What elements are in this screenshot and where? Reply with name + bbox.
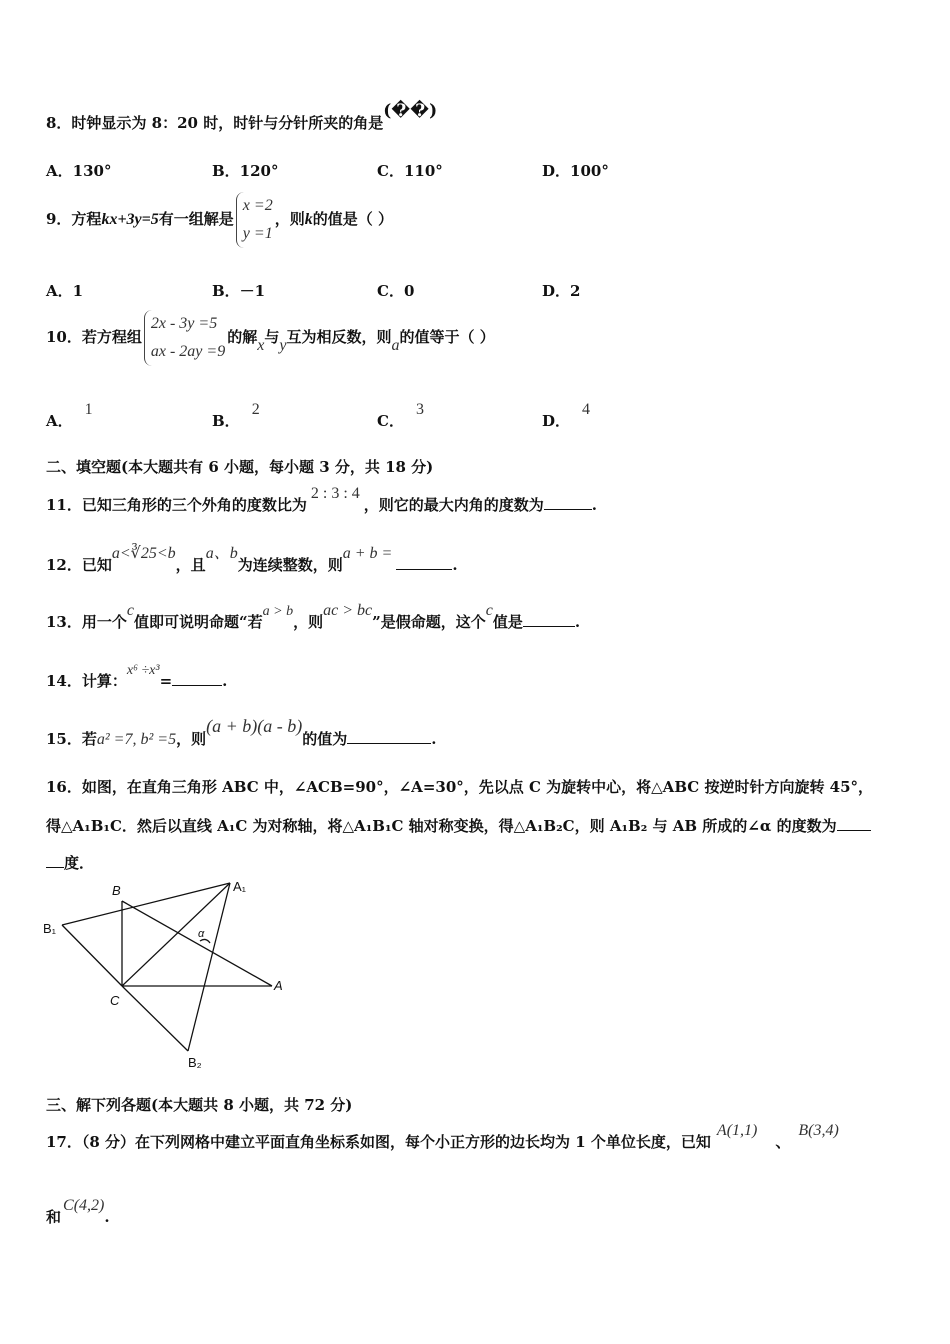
q9-equation: kx+3y=5: [101, 211, 159, 228]
q8-text: 8．时钟显示为 8：20 时，时针与分针所夹的角是: [46, 114, 384, 132]
q13-text-d: ”是假命题，这个: [372, 613, 486, 631]
q13-condition: a > b: [262, 604, 294, 619]
q9-system-row-2: y =1: [242, 225, 273, 242]
q9-text-c: ，则: [274, 210, 305, 228]
q12-text-c: 为连续整数，则: [237, 556, 343, 574]
q12-text-a: 12．已知: [46, 556, 112, 574]
q11-answer-blank[interactable]: [544, 497, 592, 510]
q16-line-3: [46, 852, 94, 873]
q15-expression: (a + b)(a - b): [206, 716, 303, 736]
q9-text-a: 9．方程: [46, 210, 102, 228]
q12-end: .: [452, 556, 458, 574]
q11-ratio: 2 : 3 : 4: [310, 485, 360, 502]
q12-text-b: ，且: [175, 556, 206, 574]
q10-option-b: [212, 401, 260, 431]
seg-A1-C: [122, 883, 230, 986]
question-17: [46, 1122, 839, 1152]
q13-conclusion: ac > bc: [323, 602, 373, 619]
q8-paren: (��): [383, 101, 438, 121]
q16-figure: [40, 875, 300, 1075]
q10-a: a: [391, 337, 400, 354]
q9-option-a: A．1: [46, 282, 84, 300]
q13-c2: c: [485, 602, 493, 619]
q8-option-c: C．110°: [377, 162, 443, 180]
q17-point-b: B(3,4): [798, 1122, 839, 1139]
q10-option-d: [542, 401, 591, 431]
q9-system: [236, 192, 273, 248]
q13-text-b: 值即可说明命题“若: [133, 613, 263, 631]
q10-option-a: [46, 401, 93, 431]
q17-point-c: C(4,2): [63, 1197, 105, 1214]
q17-text-a: 17．（8 分）在下列网格中建立平面直角坐标系如图，每个小正方形的边长均为 1 个单位长度，已知: [46, 1133, 711, 1151]
q10-text-a: 10．若方程组: [46, 328, 142, 346]
label-C: C: [110, 993, 120, 1008]
q12-answer-blank[interactable]: [396, 557, 452, 570]
question-14: [46, 663, 228, 691]
q12-ab: a、b: [205, 545, 238, 562]
seg-A1-B2: [188, 883, 230, 1051]
q16-line-2: [46, 815, 871, 836]
q16-line-3-text: 度．: [64, 854, 95, 872]
q9-text-d: 的值是（ ）: [312, 210, 393, 228]
q10-text-b: 的解: [227, 328, 258, 346]
q16-line-1: 16．如图，在直角三角形 ABC 中，∠ACB=90°，∠A=30°，先以点 C 为旋转中心，将△ABC 按逆时针方向旋转 45°，: [46, 778, 874, 796]
label-A: A: [274, 978, 283, 993]
question-11: [46, 485, 598, 515]
q10-x: x: [257, 337, 265, 354]
q10-option-d-label: D．: [542, 412, 571, 430]
q14-answer-blank[interactable]: [172, 673, 222, 686]
q9-text-b: 有一组解是: [158, 210, 234, 228]
q17-separator: 、: [775, 1133, 791, 1151]
q9-system-row-1: x =2: [242, 197, 273, 214]
q13-answer-blank[interactable]: [523, 614, 575, 627]
q9-option-c: C．0: [377, 282, 415, 300]
q10-option-c: [377, 401, 424, 431]
q10-text-d: 互为相反数，则: [286, 328, 392, 346]
question-9-stem: [46, 192, 393, 248]
label-alpha: α: [198, 928, 205, 940]
q10-option-b-label: B．: [212, 412, 240, 430]
q12-expression: a + b =: [342, 545, 393, 562]
q8-option-d: D．100°: [542, 162, 609, 180]
q17-and: 和: [46, 1208, 62, 1226]
q11-text-b: ，则它的最大内角的度数为: [363, 496, 544, 514]
q10-option-d-value: 4: [582, 401, 591, 418]
q14-expression: x⁶ ÷x³: [126, 663, 160, 678]
q10-text-c: 与: [264, 328, 280, 346]
q16-answer-blank-b[interactable]: [46, 855, 64, 868]
q12-inequality: a<∛25<b: [111, 545, 176, 562]
q16-line-2-text: 得△A₁B₁C．然后以直线 A₁C 为对称轴，将△A₁B₁C 轴对称变换，得△A₁B₂C，则 A₁B₂ 与 AB 所成的∠α 的度数为: [46, 817, 837, 835]
question-15: [46, 716, 437, 749]
q8-option-a: A．130°: [46, 162, 112, 180]
question-10-stem: [46, 310, 495, 366]
q10-option-a-label: A．: [46, 412, 73, 430]
label-A1: A₁: [233, 879, 247, 894]
q9-option-b: B．－1: [212, 282, 266, 300]
label-B1: B₁: [43, 921, 57, 936]
q15-text-b: ，则: [176, 730, 207, 748]
q10-option-b-value: 2: [251, 401, 260, 418]
q10-system: [144, 310, 225, 366]
q8-option-b: B．120°: [212, 162, 279, 180]
q13-end: .: [574, 613, 581, 631]
question-12: [46, 545, 458, 575]
q13-text-a: 13．用一个: [46, 613, 127, 631]
q10-option-c-value: 3: [415, 401, 424, 418]
q11-end: .: [591, 496, 598, 514]
q17-end: .: [104, 1208, 110, 1226]
q15-end: .: [431, 730, 437, 748]
q10-system-row-1: 2x - 3y =5: [150, 315, 218, 332]
q17-point-a: A(1,1): [716, 1122, 758, 1139]
q16-answer-blank-a[interactable]: [837, 818, 871, 831]
label-B: B: [112, 883, 121, 898]
q10-option-c-label: C．: [377, 412, 404, 430]
question-17-cont: [46, 1197, 110, 1227]
q10-system-row-2: ax - 2ay =9: [150, 343, 226, 360]
q10-y: y: [279, 337, 287, 354]
seg-B1-C: [62, 925, 122, 986]
q14-text-a: 14．计算：: [46, 672, 127, 690]
question-8-stem: [46, 101, 438, 133]
q10-option-a-value: 1: [84, 401, 93, 418]
q13-text-e: 值是: [492, 613, 523, 631]
q13-c1: c: [126, 602, 134, 619]
q15-given: a² =7, b² =5: [96, 731, 177, 748]
section-2-heading: 二、填空题(本大题共有 6 小题，每小题 3 分，共 18 分): [46, 458, 434, 476]
q13-text-c: ，则: [293, 613, 324, 631]
q9-k: k: [304, 211, 313, 228]
seg-B1-A1: [62, 883, 230, 925]
q15-text-a: 15．若: [46, 730, 97, 748]
q10-text-e: 的值等于（ ）: [399, 328, 495, 346]
question-13: [46, 602, 581, 632]
section-3-heading: 三、解下列各题(本大题共 8 小题，共 72 分): [46, 1096, 353, 1114]
q11-text-a: 11．已知三角形的三个外角的度数比为: [46, 496, 307, 514]
q15-text-c: 的值为: [302, 730, 348, 748]
q14-equals: =: [159, 672, 173, 690]
q14-end: .: [222, 672, 228, 690]
label-B2: B₂: [188, 1055, 202, 1070]
q15-answer-blank[interactable]: [347, 731, 431, 744]
seg-C-B2: [122, 986, 188, 1051]
q9-option-d: D．2: [542, 282, 581, 300]
